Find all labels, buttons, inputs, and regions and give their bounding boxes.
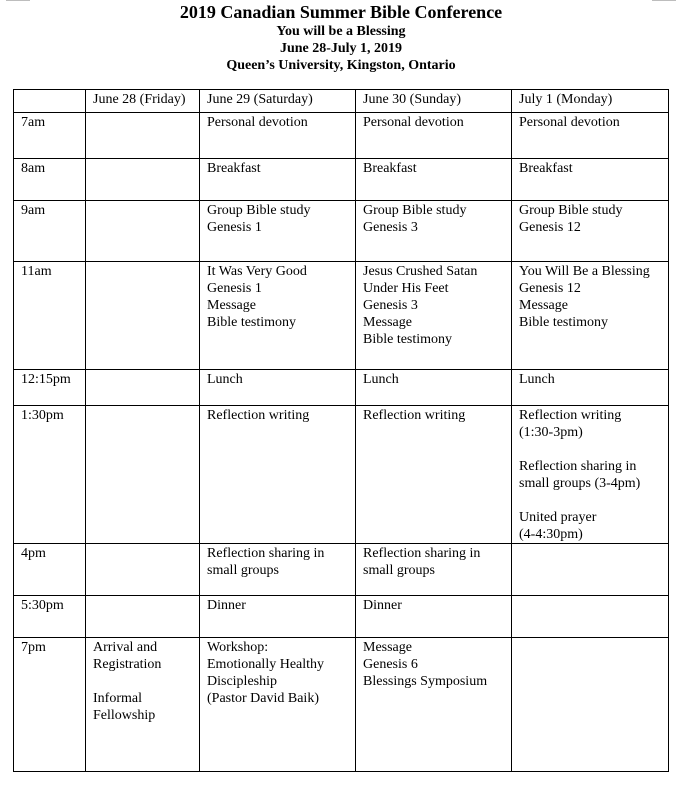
event-line: Genesis 3 xyxy=(363,220,418,235)
schedule-body xyxy=(14,113,669,772)
event-line: Arrival and xyxy=(93,640,158,655)
event-line: Message xyxy=(207,298,256,313)
event-cell-sunday xyxy=(356,201,512,262)
event-cell-sunday xyxy=(356,159,512,201)
event-cell-saturday xyxy=(200,544,356,596)
conference-location: Queen’s University, Kingston, Ontario xyxy=(226,58,456,73)
event-cell-saturday xyxy=(200,159,356,201)
event-line: Genesis 12 xyxy=(519,220,581,235)
event-line: Under His Feet xyxy=(363,281,449,296)
event-line: Emotionally Healthy xyxy=(207,657,325,672)
event-cell-friday xyxy=(86,406,200,544)
event-line: Jesus Crushed Satan xyxy=(363,264,478,279)
event-line: It Was Very Good xyxy=(207,264,307,279)
event-line: Message xyxy=(363,640,412,655)
event-cell-sunday xyxy=(356,596,512,638)
event-line: Group Bible study xyxy=(519,203,623,218)
event-line: Reflection sharing in xyxy=(519,459,637,474)
time-cell: 5:30pm xyxy=(14,596,86,638)
schedule-row xyxy=(14,406,669,544)
event-line: Dinner xyxy=(207,598,246,613)
schedule-row xyxy=(14,201,669,262)
time-cell: 8am xyxy=(14,159,86,201)
schedule-row xyxy=(14,159,669,201)
event-line: Informal xyxy=(93,691,142,706)
event-cell-saturday xyxy=(200,113,356,159)
event-line: Reflection writing xyxy=(207,408,310,423)
event-cell-sunday xyxy=(356,262,512,370)
line-spacer xyxy=(519,441,661,458)
conference-dates: June 28-July 1, 2019 xyxy=(279,41,403,56)
day-header-sunday: June 30 (Sunday) xyxy=(356,90,512,113)
event-cell-friday xyxy=(86,113,200,159)
event-line: You Will Be a Blessing xyxy=(519,264,650,279)
event-line: Discipleship xyxy=(207,674,277,689)
event-cell-sunday xyxy=(356,113,512,159)
event-line: (4-4:30pm) xyxy=(519,527,583,542)
document-title: 2019 Canadian Summer Bible Conference xyxy=(179,2,503,22)
event-cell-monday xyxy=(512,638,669,772)
event-cell-saturday xyxy=(200,638,356,772)
window-edge-mark-right xyxy=(652,0,676,1)
event-cell-sunday xyxy=(356,544,512,596)
event-line: Breakfast xyxy=(207,161,261,176)
schedule-row xyxy=(14,370,669,406)
event-line: Fellowship xyxy=(93,708,156,723)
event-line: Group Bible study xyxy=(207,203,311,218)
event-cell-friday xyxy=(86,596,200,638)
event-line: Reflection sharing in xyxy=(207,546,325,561)
event-line: Reflection writing xyxy=(519,408,622,423)
event-line: Personal devotion xyxy=(519,115,620,130)
event-line: Dinner xyxy=(363,598,402,613)
event-cell-monday xyxy=(512,159,669,201)
event-line: Genesis 1 xyxy=(207,281,262,296)
line-spacer xyxy=(93,673,192,690)
event-line: Personal devotion xyxy=(363,115,464,130)
event-line: Genesis 1 xyxy=(207,220,262,235)
line-spacer xyxy=(519,492,661,509)
conference-theme: You will be a Blessing xyxy=(276,24,406,39)
event-cell-sunday xyxy=(356,370,512,406)
event-line: Lunch xyxy=(519,372,555,387)
event-line: Breakfast xyxy=(519,161,573,176)
event-line: Lunch xyxy=(207,372,243,387)
schedule-row xyxy=(14,113,669,159)
event-cell-monday xyxy=(512,544,669,596)
event-line: Lunch xyxy=(363,372,399,387)
event-line: Personal devotion xyxy=(207,115,308,130)
event-cell-friday xyxy=(86,201,200,262)
event-cell-monday xyxy=(512,113,669,159)
event-line: (1:30-3pm) xyxy=(519,425,583,440)
schedule-row xyxy=(14,596,669,638)
event-line: Group Bible study xyxy=(363,203,467,218)
time-cell: 4pm xyxy=(14,544,86,596)
time-cell: 9am xyxy=(14,201,86,262)
time-column-header xyxy=(14,90,86,113)
event-cell-friday xyxy=(86,262,200,370)
event-line: small groups xyxy=(207,563,279,578)
event-cell-friday xyxy=(86,159,200,201)
event-line: Genesis 12 xyxy=(519,281,581,296)
schedule-header-row xyxy=(14,90,669,113)
schedule-row xyxy=(14,262,669,370)
event-line: Bible testimony xyxy=(207,315,297,330)
event-cell-monday xyxy=(512,262,669,370)
document-header xyxy=(0,2,682,74)
event-line: (Pastor David Baik) xyxy=(207,691,319,706)
event-cell-monday xyxy=(512,370,669,406)
window-edge-mark-left xyxy=(6,0,30,1)
event-cell-saturday xyxy=(200,406,356,544)
event-cell-monday xyxy=(512,201,669,262)
time-cell: 7am xyxy=(14,113,86,159)
event-line: Breakfast xyxy=(363,161,417,176)
day-header-saturday: June 29 (Saturday) xyxy=(200,90,356,113)
event-line: Reflection writing xyxy=(363,408,466,423)
event-cell-friday xyxy=(86,370,200,406)
event-line: Reflection sharing in xyxy=(363,546,481,561)
time-cell: 11am xyxy=(14,262,86,370)
event-cell-monday xyxy=(512,596,669,638)
event-line: Genesis 3 xyxy=(363,298,418,313)
event-line: Message xyxy=(363,315,412,330)
schedule-row xyxy=(14,638,669,772)
event-cell-saturday xyxy=(200,370,356,406)
time-cell: 1:30pm xyxy=(14,406,86,544)
event-cell-saturday xyxy=(200,201,356,262)
day-header-monday: July 1 (Monday) xyxy=(512,90,669,113)
time-cell: 12:15pm xyxy=(14,370,86,406)
time-cell: 7pm xyxy=(14,638,86,772)
event-cell-saturday xyxy=(200,596,356,638)
schedule-row xyxy=(14,544,669,596)
schedule-table xyxy=(13,89,669,772)
event-cell-sunday xyxy=(356,406,512,544)
event-line: small groups (3-4pm) xyxy=(519,476,641,491)
event-cell-sunday xyxy=(356,638,512,772)
event-line: small groups xyxy=(363,563,435,578)
event-cell-saturday xyxy=(200,262,356,370)
event-line: Bible testimony xyxy=(519,315,609,330)
event-line: Blessings Symposium xyxy=(363,674,488,689)
event-line: United prayer xyxy=(519,510,597,525)
event-cell-friday xyxy=(86,638,200,772)
event-line: Message xyxy=(519,298,568,313)
day-header-friday: June 28 (Friday) xyxy=(86,90,200,113)
event-line: Registration xyxy=(93,657,162,672)
event-cell-friday xyxy=(86,544,200,596)
event-line: Workshop: xyxy=(207,640,269,655)
event-line: Genesis 6 xyxy=(363,657,418,672)
event-line: Bible testimony xyxy=(363,332,453,347)
event-cell-monday xyxy=(512,406,669,544)
